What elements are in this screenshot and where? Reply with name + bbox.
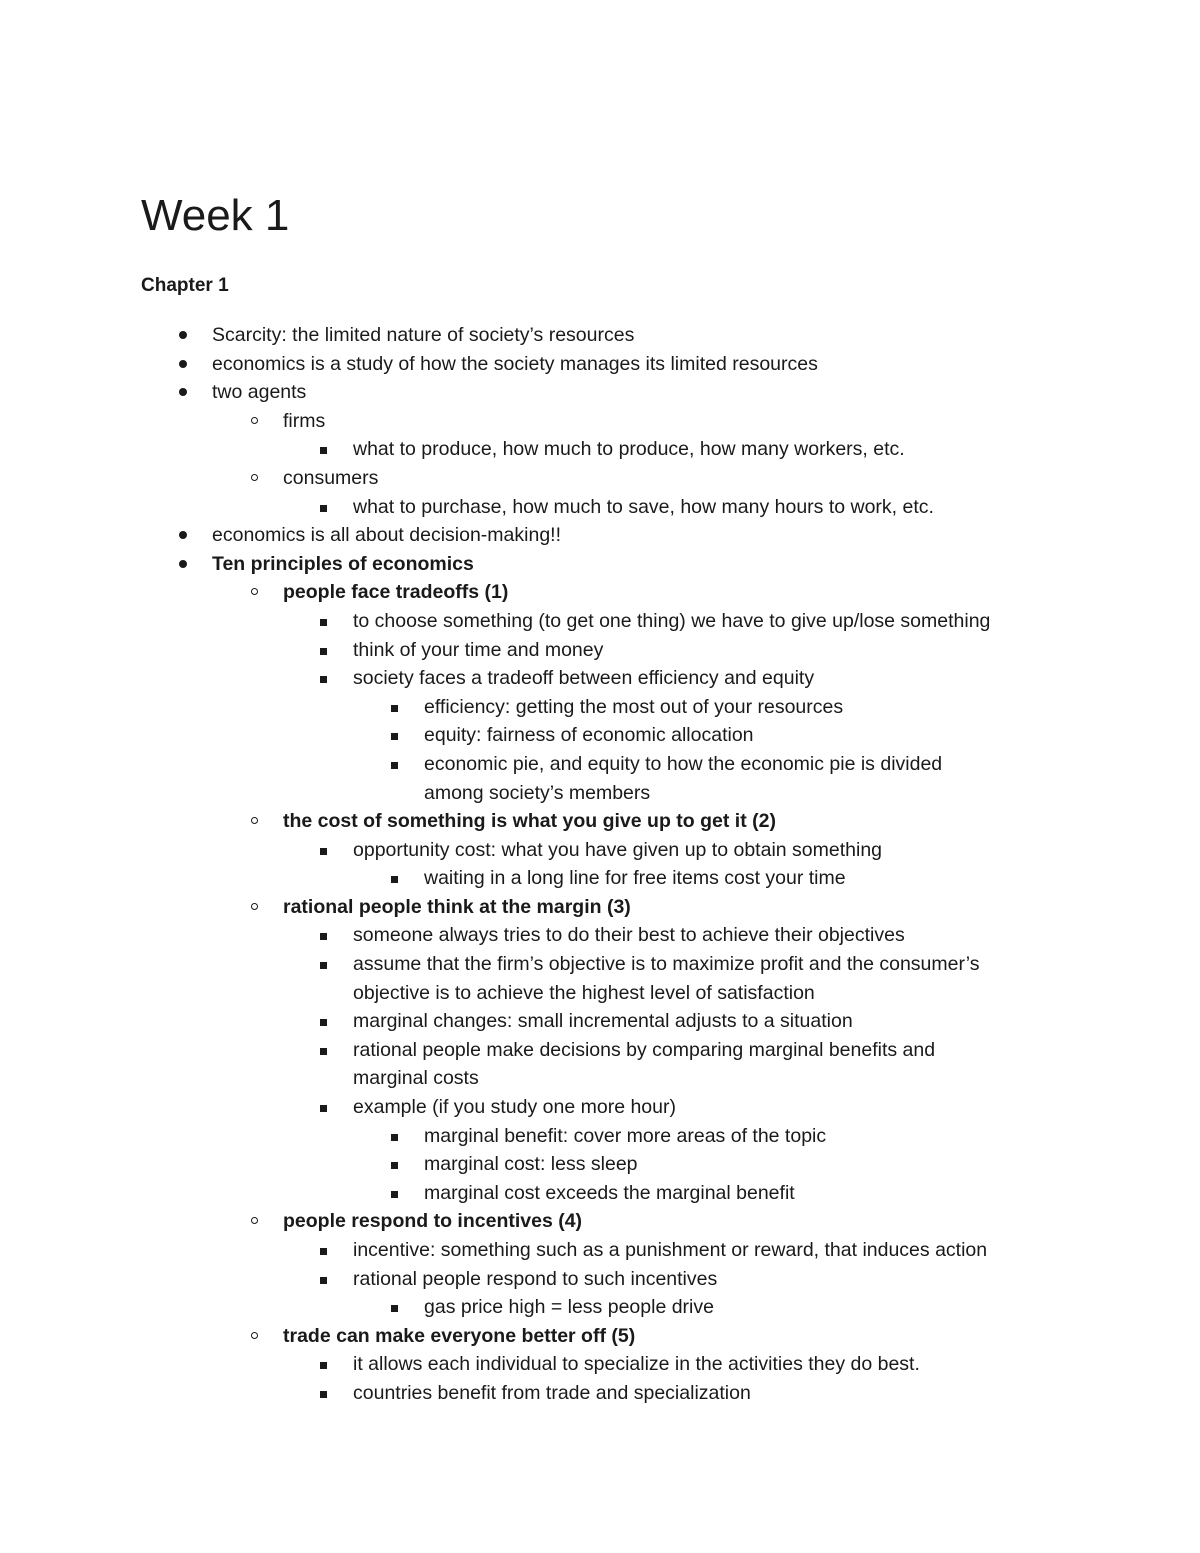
bullet-square-icon	[314, 493, 334, 522]
chapter-heading: Chapter 1	[141, 275, 229, 296]
list-item	[0, 493, 1200, 522]
bullet-square-icon	[385, 721, 405, 750]
list-item	[0, 607, 1200, 636]
list-item-text: trade can make everyone better off (5)	[283, 1324, 636, 1347]
bullet-square-icon	[314, 1036, 334, 1065]
list-item-text: equity: fairness of economic allocation	[424, 724, 754, 747]
list-item	[0, 1093, 1200, 1122]
list-item-text: people face tradeoffs (1)	[283, 581, 509, 604]
bullet-square-icon	[314, 921, 334, 950]
page-title: Week 1	[141, 191, 290, 240]
list-item-text: society faces a tradeoff between efficiency and equity	[353, 667, 815, 690]
bullet-square-icon	[314, 1007, 334, 1036]
list-item	[0, 578, 1200, 607]
list-item	[0, 636, 1200, 665]
list-item-continuation	[0, 979, 1200, 1008]
list-item	[0, 807, 1200, 836]
bullet-square-icon	[314, 1350, 334, 1379]
list-item-text: think of your time and money	[353, 638, 604, 661]
list-item	[0, 521, 1200, 550]
bullet-circle-icon	[245, 464, 265, 493]
bullet-dot-icon	[172, 521, 192, 550]
bullet-circle-icon	[245, 407, 265, 436]
list-item	[0, 1236, 1200, 1265]
list-item	[0, 950, 1200, 979]
list-item	[0, 1265, 1200, 1294]
bullet-dot-icon	[172, 550, 192, 579]
list-item	[0, 435, 1200, 464]
list-item	[0, 1293, 1200, 1322]
list-item	[0, 321, 1200, 350]
notes-outline	[0, 321, 1200, 1408]
bullet-square-icon	[314, 607, 334, 636]
bullet-square-icon	[314, 950, 334, 979]
list-item-continuation	[0, 779, 1200, 808]
list-item-text: rational people think at the margin (3)	[283, 895, 631, 918]
list-item-text: the cost of something is what you give up to get it (2)	[283, 810, 776, 833]
list-item-text: what to produce, how much to produce, how many workers, etc.	[353, 438, 905, 461]
list-item-text: incentive: something such as a punishment or reward, that induces action	[353, 1239, 988, 1261]
list-item-text: marginal cost: less sleep	[424, 1153, 638, 1176]
list-item	[0, 407, 1200, 436]
list-item-text: marginal cost exceeds the marginal benefit	[424, 1181, 795, 1204]
list-item-text: rational people make decisions by comparing marginal benefits and	[353, 1038, 936, 1061]
list-item	[0, 1379, 1200, 1408]
list-item-text: opportunity cost: what you have given up to obtain something	[353, 838, 883, 861]
bullet-dot-icon	[172, 350, 192, 379]
list-item-continuation	[0, 1064, 1200, 1093]
list-item-text: marginal costs	[353, 1067, 479, 1090]
bullet-square-icon	[385, 1179, 405, 1208]
list-item-text: economics is a study of how the society manages its limited resources	[212, 352, 818, 375]
list-item	[0, 1036, 1200, 1065]
list-item-text: marginal benefit: cover more areas of the topic	[424, 1124, 827, 1147]
list-item	[0, 1007, 1200, 1036]
list-item-text: among society’s members	[424, 781, 651, 804]
list-item-text: marginal changes: small incremental adjusts to a situation	[353, 1010, 853, 1033]
list-item	[0, 1322, 1200, 1351]
bullet-square-icon	[385, 693, 405, 722]
bullet-square-icon	[314, 1093, 334, 1122]
list-item	[0, 750, 1200, 779]
bullet-circle-icon	[245, 893, 265, 922]
bullet-square-icon	[314, 664, 334, 693]
bullet-square-icon	[314, 1379, 334, 1408]
list-item-text: efficiency: getting the most out of your resources	[424, 695, 844, 718]
list-item-text: gas price high = less people drive	[424, 1296, 714, 1319]
list-item-text: someone always tries to do their best to achieve their objectives	[353, 924, 905, 947]
bullet-square-icon	[314, 836, 334, 865]
bullet-square-icon	[385, 750, 405, 779]
bullet-dot-icon	[172, 321, 192, 350]
list-item-text: example (if you study one more hour)	[353, 1096, 676, 1119]
list-item	[0, 1350, 1200, 1379]
list-item-text: it allows each individual to specialize in the activities they do best.	[353, 1353, 920, 1376]
list-item	[0, 1122, 1200, 1151]
list-item	[0, 378, 1200, 407]
list-item-text: people respond to incentives (4)	[283, 1210, 583, 1233]
bullet-square-icon	[314, 435, 334, 464]
list-item	[0, 1150, 1200, 1179]
list-item	[0, 864, 1200, 893]
list-item-text: Ten principles of economics	[212, 552, 474, 575]
list-item	[0, 664, 1200, 693]
list-item-text: rational people respond to such incentives	[353, 1267, 718, 1290]
list-item-text: assume that the firm’s objective is to maximize profit and the consumer’s	[353, 953, 980, 976]
bullet-square-icon	[314, 1236, 334, 1265]
list-item-text: countries benefit from trade and specialization	[353, 1381, 751, 1404]
list-item	[0, 1207, 1200, 1236]
list-item	[0, 1179, 1200, 1208]
list-item-text: to choose something (to get one thing) we have to give up/lose something	[353, 609, 991, 632]
list-item	[0, 350, 1200, 379]
list-item-text: economic pie, and equity to how the economic pie is divided	[424, 752, 943, 775]
bullet-square-icon	[385, 1122, 405, 1151]
bullet-square-icon	[314, 636, 334, 665]
list-item-text: Scarcity: the limited nature of society’s resources	[212, 324, 635, 346]
list-item	[0, 921, 1200, 950]
list-item	[0, 893, 1200, 922]
bullet-circle-icon	[245, 578, 265, 607]
bullet-circle-icon	[245, 1207, 265, 1236]
list-item	[0, 693, 1200, 722]
bullet-square-icon	[314, 1265, 334, 1294]
list-item-text: two agents	[212, 381, 307, 404]
list-item-text: waiting in a long line for free items cost your time	[424, 867, 846, 890]
list-item-text: economics is all about decision-making!!	[212, 524, 562, 547]
bullet-dot-icon	[172, 378, 192, 407]
bullet-square-icon	[385, 1293, 405, 1322]
list-item-text: consumers	[283, 466, 379, 489]
bullet-square-icon	[385, 864, 405, 893]
bullet-circle-icon	[245, 807, 265, 836]
list-item-text: objective is to achieve the highest level of satisfaction	[353, 981, 815, 1004]
list-item-text: what to purchase, how much to save, how many hours to work, etc.	[353, 495, 934, 518]
list-item-text: firms	[283, 409, 326, 432]
list-item	[0, 550, 1200, 579]
bullet-square-icon	[385, 1150, 405, 1179]
bullet-circle-icon	[245, 1322, 265, 1351]
list-item	[0, 464, 1200, 493]
list-item	[0, 836, 1200, 865]
list-item	[0, 721, 1200, 750]
